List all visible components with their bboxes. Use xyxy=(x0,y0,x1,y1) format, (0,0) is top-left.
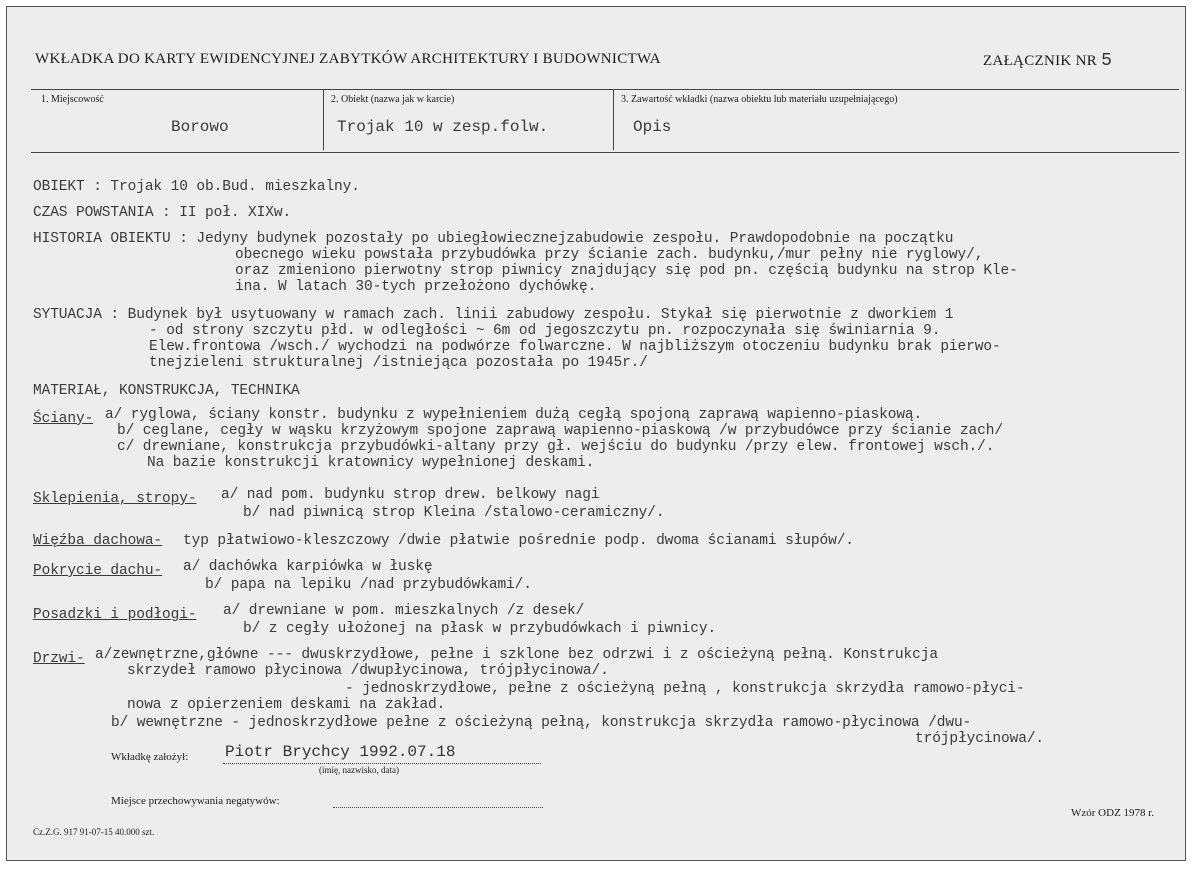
historia-line: HISTORIA OBIEKTU : Jedyny budynek pozostały po ubiegłowiecznejzabudowie zespołu. Prawdopodobnie na początku xyxy=(33,231,954,247)
sklepienia-line: a/ nad pom. budynku strop drew. belkowy nagi xyxy=(221,487,600,503)
sciany-label: Ściany- xyxy=(33,411,94,427)
sciany-line: b/ ceglane, cegły w wąsku krzyżowym spojone zaprawą wapienno-piaskową /w przybudówce przy ścianie zach/ xyxy=(117,423,1003,439)
historia-line: obecnego wieku powstała przybudówka przy ścianie zach. budynku,/mur pełny nie ryglowy/, xyxy=(235,247,984,263)
posadzki-label: Posadzki i podłogi- xyxy=(33,607,197,623)
drzwi-line: nowa z opierzeniem deskami na zakład. xyxy=(127,697,446,713)
zalozyl-hint: (imię, nazwisko, data) xyxy=(319,765,399,775)
field-label-miejscowosc: 1. Miejscowość xyxy=(41,94,104,105)
material-heading: MATERIAŁ, KONSTRUKCJA, TECHNIKA xyxy=(33,383,300,399)
sytuacja-line: SYTUACJA : Budynek był usytuowany w ramach zach. linii zabudowy zespołu. Stykał się pierwotnie z dworkiem 1 xyxy=(33,307,954,323)
pokrycie-label: Pokrycie dachu- xyxy=(33,563,163,579)
drzwi-line: trójpłycinowa/. xyxy=(915,731,1045,747)
posadzki-line: b/ z cegły ułożonej na płask w przybudówkach i piwnicy. xyxy=(243,621,717,637)
field-row xyxy=(31,89,1179,153)
card-title: WKŁADKA DO KARTY EWIDENCYJNEJ ZABYTKÓW ARCHITEKTURY I BUDOWNICTWA xyxy=(35,51,661,67)
sciany-line: a/ ryglowa, ściany konstr. budynku z wypełnieniem dużą cegłą spojoną zaprawą wapienno-piaskową. xyxy=(105,407,923,423)
print-info: Cz.Z.G. 917 91-07-15 40.000 szt. xyxy=(33,827,155,837)
drzwi-line: skrzydeł ramowo płycinowa /dwupłycinowa, trójpłycinowa/. xyxy=(127,663,609,679)
pokrycie-line: a/ dachówka karpiówka w łuskę xyxy=(183,559,433,575)
negatywy-label: Miejsce przechowywania negatywów: xyxy=(111,795,280,807)
posadzki-line: a/ drewniane w pom. mieszkalnych /z desek/ xyxy=(223,603,585,619)
historia-line: oraz zmieniono pierwotny strop piwnicy znajdujący się pod pn. częścią budynku na strop Kle- xyxy=(235,263,1018,279)
zalozyl-value: Piotr Brychcy 1992.07.18 xyxy=(225,743,456,761)
field-divider xyxy=(613,90,614,150)
field-label-zawartosc: 3. Zawartość wkładki (nazwa obiektu lub materiału uzupełniającego) xyxy=(621,94,898,105)
sciany-line: Na bazie konstrukcji kratownicy wypełnionej deskami. xyxy=(147,455,595,471)
sklepienia-line: b/ nad piwnicą strop Kleina /stalowo-ceramiczny/. xyxy=(243,505,665,521)
zalozyl-label: Wkładkę założył: xyxy=(111,751,189,763)
drzwi-line: b/ wewnętrzne - jednoskrzydłowe pełne z ościeżyną pełną, konstrukcja skrzydła ramowo-płycinowa /dwu- xyxy=(111,715,972,731)
wiezba-line: typ płatwiowo-kleszczowy /dwie płatwie pośrednie podp. dwoma ścianami słupów/. xyxy=(183,533,854,549)
zalozyl-line xyxy=(223,763,541,764)
czas-line: CZAS POWSTANIA : II poł. XIXw. xyxy=(33,205,292,221)
sytuacja-line: tnejzieleni strukturalnej /istniejąca pozostała po 1945r./ xyxy=(149,355,648,371)
wzor-label: Wzór ODZ 1978 r. xyxy=(1071,807,1155,819)
drzwi-line: - jednoskrzydłowe, pełne z ościeżyną pełną , konstrukcja skrzydła ramowo-płyci- xyxy=(345,681,1025,697)
historia-line: ina. W latach 30-tych przełożono dychówkę. xyxy=(235,279,597,295)
field-value-obiekt: Trojak 10 w zesp.folw. xyxy=(337,118,549,136)
negatywy-line xyxy=(333,807,543,808)
field-label-obiekt: 2. Obiekt (nazwa jak w karcie) xyxy=(331,94,455,105)
sciany-line: c/ drewniane, konstrukcja przybudówki-altany przy gł. wejściu do budynku /przy elew. frontowej wsch./. xyxy=(117,439,995,455)
sklepienia-label: Sklepienia, stropy- xyxy=(33,491,197,507)
attachment-label xyxy=(983,51,1112,71)
attachment-number: 5 xyxy=(1101,51,1113,71)
drzwi-line: a/zewnętrzne,główne --- dwuskrzydłowe, pełne i szklone bez odrzwi i z ościeżyną pełną. Konstrukcja xyxy=(95,647,938,663)
wiezba-label: Więźba dachowa- xyxy=(33,533,163,549)
record-card xyxy=(6,6,1186,861)
sytuacja-line: - od strony szczytu płd. w odległości ~ 6m od jegoszczytu pn. rozpoczynała się świniarnia 9. xyxy=(149,323,941,339)
drzwi-label: Drzwi- xyxy=(33,651,85,667)
field-value-miejscowosc: Borowo xyxy=(171,118,229,136)
attachment-label-text: ZAŁĄCZNIK NR xyxy=(983,53,1098,69)
obiekt-line: OBIEKT : Trojak 10 ob.Bud. mieszkalny. xyxy=(33,179,360,195)
field-value-zawartosc: Opis xyxy=(633,118,672,136)
pokrycie-line: b/ papa na lepiku /nad przybudówkami/. xyxy=(205,577,532,593)
field-divider xyxy=(323,90,324,150)
sytuacja-line: Elew.frontowa /wsch./ wychodzi na podwórze folwarczne. W najbliższym otoczeniu budynku brak pierwo- xyxy=(149,339,1001,355)
